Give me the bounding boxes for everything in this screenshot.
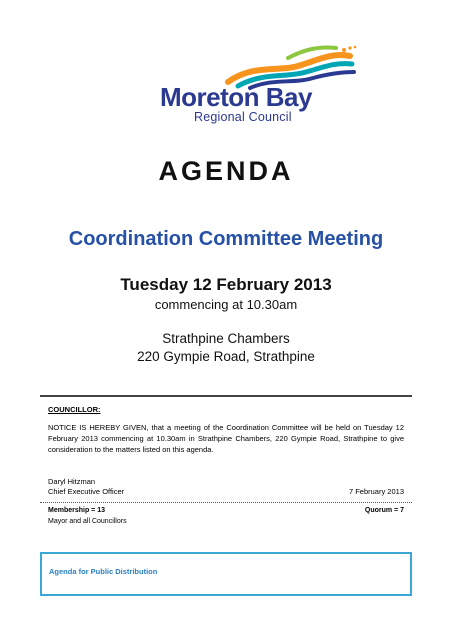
notice-date: 7 February 2013: [348, 487, 404, 496]
signatory-title: Chief Executive Officer: [48, 487, 125, 496]
section-divider: [40, 395, 412, 397]
meeting-date: Tuesday 12 February 2013: [120, 275, 332, 294]
notice-heading: COUNCILLOR:: [48, 405, 101, 414]
meeting-name: Coordination Committee Meeting: [68, 228, 384, 250]
council-logo-name: Moreton Bay: [160, 82, 312, 112]
quorum-count: Quorum = 7: [364, 507, 404, 514]
venue-address: 220 Gympie Road, Strathpine: [137, 349, 315, 364]
notice-body: NOTICE IS HEREBY GIVEN, that a meeting of the Coordination Committee will be held on Tuesday 12 February 2013 commencing at 10.30am in Strathpine Chambers, 220 Gympie Road, Strathpine to give consideration to the matters listed on this agenda.: [48, 423, 404, 454]
membership-count: Membership = 13: [48, 507, 105, 514]
members-note: Mayor and all Councillors: [48, 518, 127, 525]
venue-name: Strathpine Chambers: [162, 331, 290, 346]
council-logo-subtitle: Regional Council: [194, 110, 292, 124]
distribution-box: [40, 552, 412, 596]
page-title: AGENDA: [158, 156, 294, 186]
council-logo: [158, 42, 358, 132]
meeting-time: commencing at 10.30am: [154, 297, 298, 312]
signatory-name: Daryl Hitzman: [48, 477, 96, 486]
dotted-divider: [40, 502, 412, 503]
distribution-label: Agenda for Public Distribution: [49, 567, 158, 576]
